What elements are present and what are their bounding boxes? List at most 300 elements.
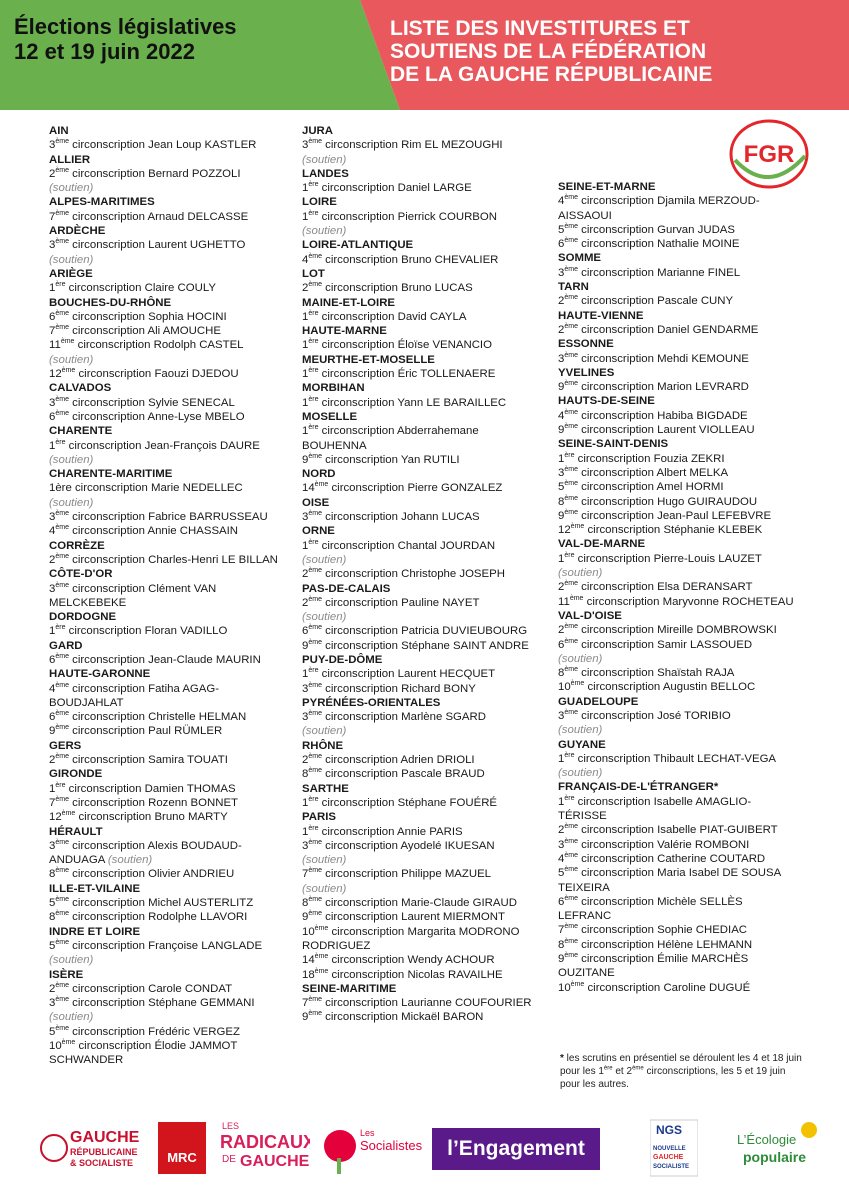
candidate-name: Elsa DERANSART [657,581,753,594]
circ-number: 2 [558,581,565,594]
circ-suffix: ème [55,996,69,1004]
candidate-name: Anne-Lyse MBELO [147,410,245,423]
circ-label: circonscription [72,239,145,252]
candidate-name: Abderrahemane BOUHENNA [302,425,479,452]
department-name: ALLIER [49,153,91,166]
circ-suffix: ème [564,895,578,903]
list-title-line3: DE LA GAUCHE RÉPUBLICAINE [390,63,713,86]
circ-label: circonscription [577,752,651,765]
candidate-entry [302,453,542,467]
department-name: NORD [302,468,336,481]
circ-label: circonscription [72,796,145,809]
candidate-name: Bruno LUCAS [401,282,473,295]
circ-number: 2 [302,568,309,581]
circ-number: 2 [302,596,309,609]
candidate-name: Damien THOMAS [144,782,236,795]
circ-number: 4 [49,525,56,538]
candidate-name: Stéphanie KLEBEK [663,524,763,537]
candidate-entry [558,323,798,337]
candidate-name: Jean-Claude MAURIN [148,653,261,666]
candidate-name: Bruno CHEVALIER [401,253,499,266]
candidate-name: Jean Loup KASTLER [148,139,257,152]
candidate-entry [558,866,798,895]
circ-number: 1 [302,539,309,552]
candidate-name: Nathalie MOINE [657,238,740,251]
circ-suffix: ème [55,238,69,246]
circ-suffix: ème [55,753,69,761]
circ-number: 14 [302,482,315,495]
circ-number: 1 [558,752,565,765]
candidate-entry [302,968,542,982]
candidate-entry [558,480,798,494]
candidate-entry [49,396,281,410]
circ-suffix: ème [564,952,578,960]
circ-number: 6 [49,653,56,666]
soutien-tag: (soutien) [302,153,347,166]
candidate-entry [558,423,798,437]
candidate-entry [49,753,281,767]
candidate-entry [302,210,542,224]
candidate-entry [302,925,542,954]
department-name: DORDOGNE [49,611,117,624]
mrc-logo-text: MRC [167,1150,197,1165]
circ-number: 14 [302,954,315,967]
circ-label: circonscription [581,195,654,208]
circ-suffix: ème [60,338,75,346]
circ-number: 5 [49,1025,56,1038]
circ-label: circonscription [321,425,395,438]
circ-suffix: ère [308,181,319,189]
candidate-name: Fabrice BARRUSSEAU [148,511,268,524]
fgr-logo [727,116,811,190]
circ-suffix: ème [61,810,76,818]
candidate-entry [302,481,542,495]
circ-suffix: ème [55,710,69,718]
department-name: SEINE-ET-MARNE [558,181,656,193]
circ-number: 3 [302,139,309,152]
department-name: ILLE-ET-VILAINE [49,882,141,895]
circ-suffix: ème [308,1010,322,1018]
circ-label: circonscription [581,509,654,522]
department-name: ARDÈCHE [49,225,106,238]
circ-suffix: ème [564,380,578,388]
circ-label: circonscription [581,867,654,880]
circ-label: circonscription [72,725,145,738]
circ-suffix: ème [564,237,578,245]
candidate-entry [558,294,798,308]
candidate-name: Stéphane GEMMANI [148,997,255,1010]
candidate-name: Laurent UGHETTO [148,239,246,252]
candidate-name: Annie CHASSAIN [147,525,239,538]
circ-suffix: ème [308,767,322,775]
circ-number: 1 [49,782,56,795]
circ-label: circonscription [72,754,145,767]
candidate-name: Éloïse VENANCIO [397,339,492,352]
candidate-name: Pierre-Louis LAUZET [653,552,762,565]
candidate-entry [558,495,798,509]
circ-suffix: ème [308,596,322,603]
election-dates: 12 et 19 juin 2022 [14,39,195,64]
circ-label: circonscription [581,466,654,479]
circ-label: circonscription [331,925,405,938]
candidate-entry [302,624,542,638]
candidate-entry [302,867,542,881]
candidate-entry [558,266,798,280]
circ-suffix: ème [308,996,322,1004]
circ-number: 2 [558,624,565,637]
candidate-entry [302,510,542,524]
circ-number: 7 [558,924,565,937]
circ-label: circonscription [325,768,398,781]
circ-number: 1 [302,182,309,195]
circ-suffix: ème [308,281,322,289]
candidate-entry [302,996,542,1010]
circ-suffix: ème [55,839,69,847]
circ-suffix: ème [61,367,76,375]
circ-suffix: ème [55,1024,69,1032]
circ-number: 10 [558,681,571,694]
circ-number: 9 [558,381,565,394]
circ-label: circonscription [581,409,654,422]
department-name: MEURTHE-ET-MOSELLE [302,353,435,366]
circ-label: circonscription [325,639,398,652]
department-name: FRANÇAIS-DE-L'ÉTRANGER* [558,781,719,794]
candidate-entry [558,223,798,237]
candidate-entry [49,510,281,524]
circ-suffix: ème [55,324,69,332]
candidate-name: Carole CONDAT [148,982,233,995]
circ-label: circonscription [577,452,651,465]
candidate-name: Laurent MIERMONT [401,911,505,924]
circ-label: circonscription [72,939,145,952]
circ-suffix: ème [55,982,69,990]
candidate-entry [302,896,542,910]
circ-number: 8 [558,667,565,680]
candidate-name: Sophia HOCINI [148,310,227,323]
candidate-name: Paul RÜMLER [148,725,223,738]
candidate-name: Laurianne COUFOURIER [401,997,532,1010]
candidate-entry [49,867,281,881]
circ-number: 1 [302,796,309,809]
soutien-tag: (soutien) [302,553,347,566]
candidate-name: Gurvan JUDAS [657,223,735,236]
circ-suffix: ème [564,480,578,488]
department-name: TARN [558,281,589,294]
candidate-entry [558,580,798,594]
department-name: JURA [302,125,334,137]
circ-number: 9 [302,911,309,924]
department-name: CHARENTE-MARITIME [49,468,173,481]
candidate-name: Frédéric VERGEZ [148,1025,240,1038]
circ-suffix: ème [564,294,578,302]
department-name: VAL-DE-MARNE [558,538,646,551]
circ-number: 12 [49,811,62,824]
candidate-entry [558,952,798,981]
candidate-name: Patricia DUVIEUBOURG [401,625,528,638]
circ-number: 2 [558,295,565,308]
candidate-entry [49,238,281,252]
soutien-tag: (soutien) [49,182,94,195]
candidate-name: Claire COULY [144,282,216,295]
circ-label: circonscription [581,667,654,680]
department-name: PAS-DE-CALAIS [302,582,391,595]
circ-suffix: ème [564,937,578,945]
circ-suffix: ème [55,939,69,947]
department-name: CALVADOS [49,382,112,395]
candidate-entry [49,210,281,224]
soutien-tag: (soutien) [558,652,603,665]
candidate-name: Éric TOLLENAERE [397,368,496,381]
candidate-name: Ayodelé IKUESAN [400,839,495,852]
circ-suffix: ème [314,924,329,932]
circ-number: 8 [558,938,565,951]
candidate-entry [558,680,798,694]
eco-logo-line2: populaire [743,1149,807,1165]
circ-label: circonscription [72,997,145,1010]
circ-label: circonscription [72,167,145,180]
candidate-entry [49,481,281,495]
candidate-name: Marion LEVRARD [657,381,749,394]
department-name: PARIS [302,811,336,824]
circ-label: circonscription [72,682,145,695]
circ-number: 12 [49,368,62,381]
candidate-entry [302,767,542,781]
mrc-logo [158,1122,206,1174]
column-1 [49,124,281,1068]
ps-logo-line1: Les [360,1128,375,1138]
circ-suffix: ème [308,839,322,847]
circ-label: circonscription [581,838,654,851]
circ-suffix: ème [55,867,69,875]
candidate-entry [558,923,798,937]
circ-label: circonscription [581,481,654,494]
circ-suffix: ème [564,709,578,717]
column-3 [558,180,798,995]
candidate-name: Pierre GONZALEZ [407,482,503,495]
circ-number: 10 [302,925,315,938]
candidate-name: David CAYLA [397,310,467,323]
circ-label: circonscription [72,711,145,724]
circ-label: circonscription [581,581,654,594]
circ-label: circonscription [72,582,145,595]
candidate-name: Rim EL MEZOUGHI [401,139,503,152]
circ-label: circonscription [321,796,395,809]
candidate-entry [49,724,281,738]
circ-number: 10 [558,981,571,994]
circ-number: 1 [49,282,56,295]
circ-label: circonscription [581,323,654,336]
circ-label: circonscription [586,595,660,608]
candidate-entry [558,638,798,652]
candidate-entry [302,253,542,267]
candidate-name: Amel HORMI [656,481,724,494]
candidate-name: Sylvie SENECAL [148,396,235,409]
candidate-name: Pauline NAYET [401,596,480,609]
department-name: MORBIHAN [302,382,365,395]
candidate-name: Rozenn BONNET [148,796,239,809]
candidate-entry [302,367,542,381]
circ-suffix: ème [308,453,322,461]
department-name: LOIRE-ATLANTIQUE [302,239,414,252]
candidate-entry [49,624,281,638]
department-name: RHÔNE [302,739,344,752]
circ-number: 8 [558,495,565,508]
circ-number: 5 [558,481,565,494]
circ-number: 4 [49,682,56,695]
circ-number: 6 [558,638,565,651]
circ-number: 3 [558,466,565,479]
circ-suffix: ème [564,423,578,431]
candidate-name: Charles-Henri LE BILLAN [148,553,278,566]
ngs-logo-line1: NGS [656,1123,683,1137]
candidate-name: Djamila MERZOUD-AISSAOUI [558,195,760,222]
circ-label: circonscription [577,795,651,808]
radicaux-logo-line1: LES [222,1121,240,1131]
candidate-name: Caroline DUGUÉ [663,981,751,994]
circ-label: circonscription [72,525,145,538]
department-name: HAUTE-MARNE [302,325,387,338]
circ-label: circonscription [325,868,398,881]
circ-label: circonscription [68,625,142,638]
circ-suffix: ère [564,752,575,760]
candidate-entry [558,595,798,609]
candidate-entry [302,796,542,810]
footnote [560,1052,805,1091]
candidate-name: Laurent HECQUET [397,668,496,681]
circ-label: circonscription [72,897,145,910]
department-name: SOMME [558,252,602,265]
department-name: GUYANE [558,738,606,751]
footnote-star: * [560,1053,564,1064]
circ-label: circonscription [581,424,654,437]
circ-number: 1 [302,825,309,838]
circ-suffix: ème [61,1039,76,1047]
radicaux-logo-line4: GAUCHE [240,1153,310,1170]
candidate-name: Mireille DOMBROWSKI [657,624,777,637]
circ-number: 9 [558,509,565,522]
candidate-entry [302,910,542,924]
circ-number: 1 [49,439,56,452]
candidate-name: Johann LUCAS [401,511,480,524]
department-name: SARTHE [302,782,349,795]
circ-number: 2 [49,553,56,566]
les-socialistes-logo [318,1118,426,1178]
ps-logo-line2: Socialistes [360,1138,423,1153]
candidate-name: Samir LASSOUED [657,638,753,651]
candidate-name: Faouzi DJEDOU [154,368,239,381]
circ-label: circonscription [72,868,145,881]
soutien-tag: (soutien) [302,854,347,867]
circ-suffix: ème [564,923,578,931]
soutien-tag: (soutien) [49,954,94,967]
circ-number: 6 [49,711,56,724]
circ-number: 9 [302,1011,309,1024]
candidate-entry [302,639,542,653]
circ-number: 6 [49,310,56,323]
candidate-entry [49,167,281,181]
circ-number: 1 [302,368,309,381]
department-name: HAUTS-DE-SEINE [558,395,655,408]
circ-suffix: ème [55,681,69,689]
circ-label: circonscription [587,981,661,994]
candidate-entry [558,623,798,637]
candidate-name: Rodolph CASTEL [153,339,244,352]
circ-number: 8 [49,911,56,924]
circ-number: 9 [302,639,309,652]
candidate-name: Jean-Paul LEFEBVRE [657,509,772,522]
circ-label: circonscription [581,266,654,279]
circ-suffix: ère [308,395,319,403]
candidate-entry [49,710,281,724]
candidate-name: Nicolas RAVAILHE [407,968,503,981]
circ-label: circonscription [321,396,395,409]
circ-number: 7 [49,325,56,338]
circ-suffix: ème [564,837,578,845]
circ-suffix: ème [570,523,585,531]
candidate-entry [558,709,798,723]
circ-number: 10 [49,1040,62,1052]
circ-number: 1 [302,396,309,409]
circ-label: circonscription [325,839,398,852]
circ-number: 7 [49,796,56,809]
candidate-entry [302,138,542,152]
partner-logos [0,1118,849,1180]
candidate-name: Marlène SGARD [401,711,486,724]
department-name: GERS [49,739,82,752]
circ-label: circonscription [72,310,145,323]
circ-number: 9 [302,453,309,466]
circ-label: circonscription [581,624,654,637]
candidate-name: Émilie MARCHÈS OUZITANE [558,953,749,980]
circ-suffix: ère [308,796,319,804]
department-name: CORRÈZE [49,539,105,552]
circ-suffix: ème [564,509,578,517]
candidate-name: Daniel GENDARME [657,323,759,336]
circ-number: 3 [302,711,309,724]
candidate-entry [558,509,798,523]
circ-number: 2 [302,754,309,767]
circ-suffix: ème [564,580,578,588]
circ-number: 3 [49,396,56,409]
candidate-name: Valérie ROMBONI [657,838,750,851]
circ-number: 3 [49,139,56,152]
radicaux-logo-line2: RADICAUX [220,1132,310,1152]
circ-label: circonscription [325,754,398,767]
department-name: ORNE [302,525,335,538]
candidate-entry [302,281,542,295]
circ-label: circonscription [331,482,405,495]
department-name: OISE [302,496,330,509]
circ-label: circonscription [587,524,661,537]
candidate-name: Yann LE BARAILLEC [397,396,507,409]
candidate-entry [302,396,542,410]
circ-suffix: ème [55,138,69,146]
candidate-name: Françoise LANGLADE [148,939,263,952]
footnote-sup1: ère [603,1065,613,1072]
candidate-entry [49,682,281,711]
circ-label: circonscription [581,852,654,865]
circ-number: 3 [49,511,56,524]
gauche-logo-line3: & SOCIALISTE [70,1158,134,1168]
circ-suffix: ème [308,510,322,518]
candidate-name: Marie NEDELLEC [150,482,243,495]
candidate-entry [558,237,798,251]
candidate-entry [558,981,798,995]
department-name: ARIÈGE [49,267,93,280]
circ-number: 7 [49,210,56,223]
circ-number: 3 [49,997,56,1010]
circ-label: circonscription [72,553,145,566]
